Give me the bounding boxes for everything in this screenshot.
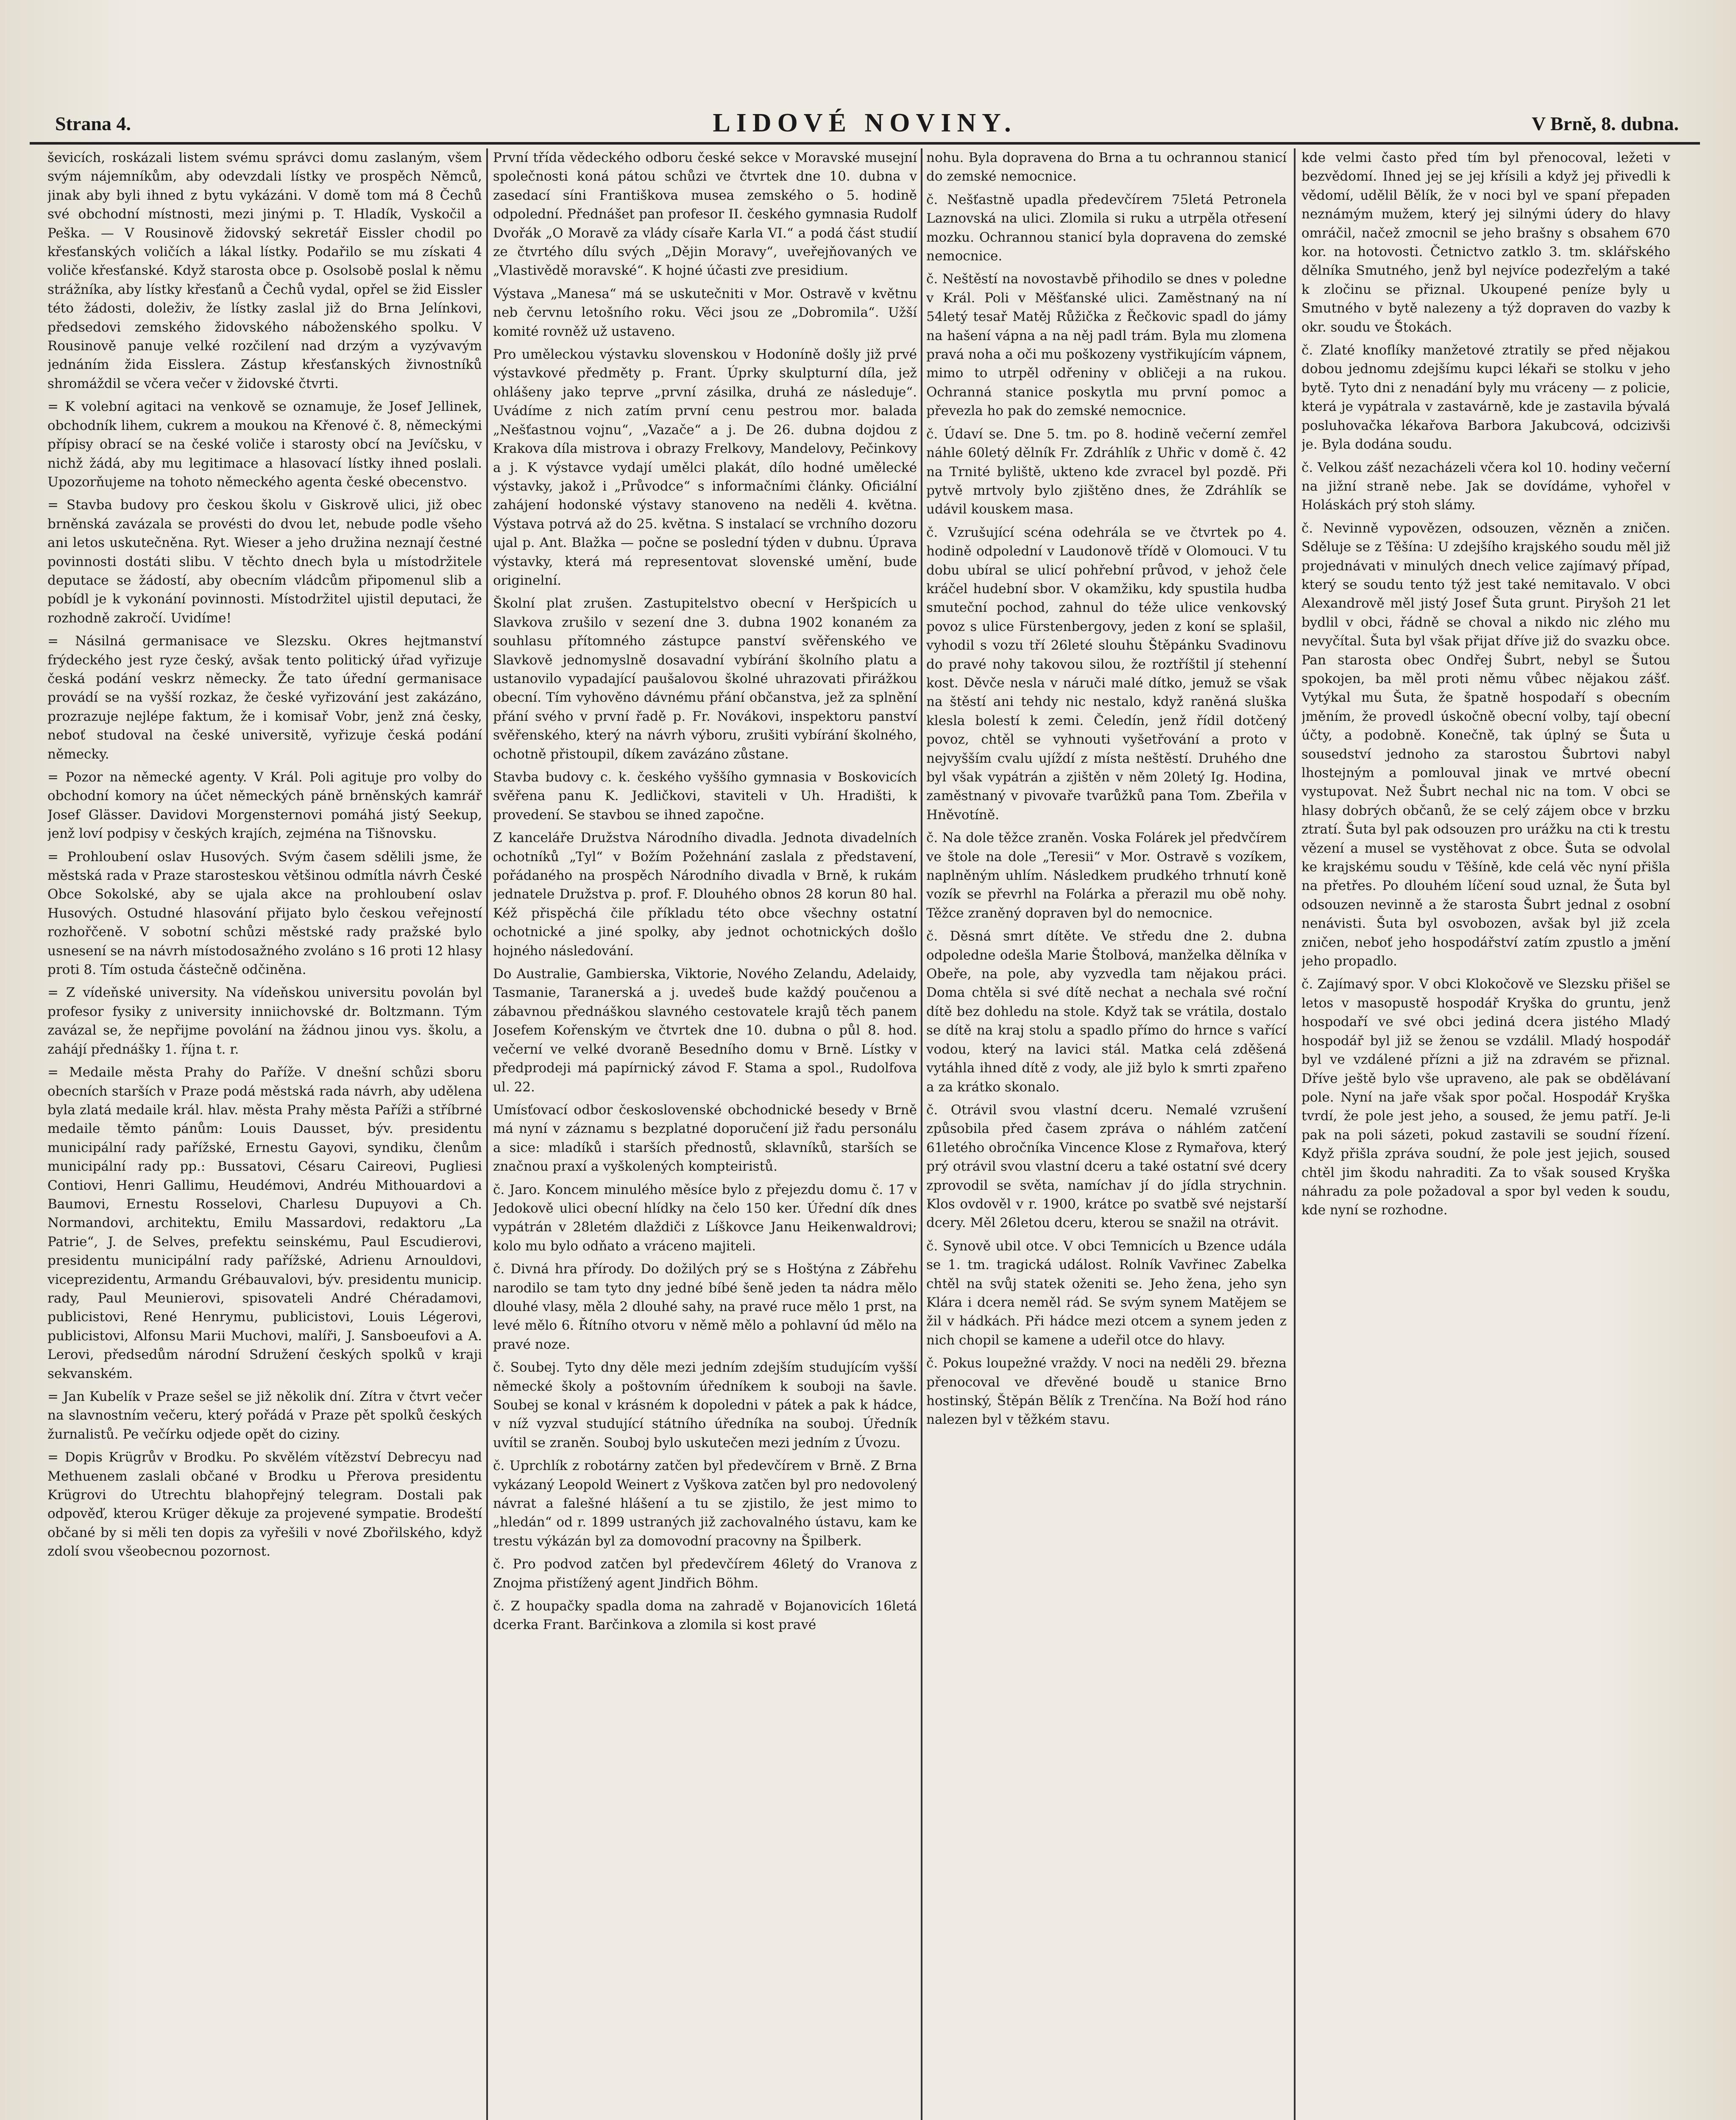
article: Pro uměleckou výstavku slovenskou v Hodoníně došly již prvé výstavkové předměty p. Frant. Úprky skulpturní díla, jež ohlášeny jako teprve „první zásilka, druhá ze následuje“. Uvádíme z nich zatím první cenu pestrou mor. balada „Nešťastnou vojnu“, „Vazače“ a j. De 26. dubna dojdou z Krakova díla mistrova i obrazy Frelkovy, Mandelovy, Pečinkovy a j. K výstavce vydají umělci plakát, dílo hodné umělecké výstavky, jakož i „Průvodce“ s informačními články. Oficiální zahájení hodonské výstavy stanoveno na neděli 4. května. Výstava potrvá až do 25. května. S instalací se vrchního dozoru ujal p. Ant. Blažka — počne se poslední týden v dubnu. Úprava výstavky, která má representovat slovenské umění, bude originelní.: [493, 347, 917, 588]
article: č. Otrávil svou vlastní dceru. Nemalé vzrušení způsobila před časem zpráva o náhlém zatčení 61letého obročníka Vincence Klose z Rymařova, který prý otrávil svou vlastní dceru a také ostatní své dcery zprovodil se světa, namíchav jí do jídla strychnin. Klos ovdověl v r. 1900, krátce po svatbě své nejstarší dcery. Měl 26letou dceru, kterou se snažil na otrávit.: [926, 1102, 1287, 1231]
article: č. Zajímavý spor. V obci Klokočově ve Slezsku přišel se letos v masopustě hospodář Kryška do gruntu, jenž hospodaří ve své obci jediná dcera jistého Mladý hospodář byl již se ženou se vzdálil. Mladý hospodář byl ve vzdálené přízni a již na zdravém se přiznal. Dříve ještě bylo vše upraveno, ale pak se obdělávaní pole. Nyní na jaře však spor počal. Hospodář Kryška tvrdí, že pole jest jeho, a soused, že jemu patří. Je-li pak na poli sázeti, pokud zastavili se soudní řízení. Když přišla zpráva soudní, že pole jest jejich, soused chtěl jim škodu nahraditi. Za to však soused Kryška náhradu za pole požadoval a spor byl veden k soudu, kde nyní se rozhodne.: [1301, 976, 1670, 1218]
article: č. Údaví se. Dne 5. tm. po 8. hodině večerní zemřel náhle 60letý dělník Fr. Zdráhlík z Uhřic v domě č. 42 na Trnité byliště, ukteno kde zvracel byl pozdě. Při pytvě mrtvoly bylo zjištěno dnes, že Zdráhlík se udávil kouskem masa.: [926, 426, 1287, 517]
column-3: [926, 148, 1287, 2120]
article: č. Pro podvod zatčen byl předevčírem 46letý do Vranova z Znojma přistížený agent Jindřich Böhm.: [493, 1557, 917, 1591]
article: č. Soubej. Tyto dny děle mezi jedním zdejším studujícím vyšší německé školy a poštovním úředníkem k souboji na šavle. Soubej se konal v krásném k dopoledni v pátek a pak k hádce, v níž vyzval studující státního úředníka na souboj. Úředník uvítil se zraněn. Souboj bylo uskutečen mezi jedním z Úvozu.: [493, 1360, 917, 1451]
article: č. Zlaté knoflíky manžetové ztratily se před nějakou dobou jednomu zdejšímu kupci lékaři se stolku v jeho bytě. Tyto dni z nenadání byly mu vráceny — z policie, která je vypátrala v zastavárně, kde je zastavila bývalá posluhovačka lékařova Barbora Jakubcová, odcizivši je. Byla dodána soudu.: [1301, 343, 1670, 452]
article: První třída vědeckého odboru české sekce v Moravské musejní společnosti koná pátou schůzi ve čtvrtek dne 10. dubna v zasedací síni Františkova musea zemského o 5. hodině odpolední. Přednášet pan profesor II. českého gymnasia Rudolf Dvořák „O Moravě za vlády císaře Karla VI.“ a podá část studií ze čtvrtého dílu svých „Dějin Moravy“, uveřejňovaných ve „Vlastivědě moravské“. K hojné účasti zve presidium.: [493, 150, 917, 279]
article: č. Velkou zášť nezacházeli včera kol 10. hodiny večerní na jižní straně nebe. Jak se dovídáme, vyhořel v Holáskách prý stoh slámy.: [1301, 460, 1670, 513]
article: kde velmi často před tím byl přenocoval, ležeti v bezvědomí. Ihned jej se jej křísili a když jej přivedli k vědomí, udělil Bělík, že v noci byl ve spaní přepaden neznámým mužem, který jej silnými údery do hlavy omráčil, načež zmocnil se jeho brašny s obsahem 670 kor. na hotovosti. Četnictvo zatklo 3. tm. sklářského dělníka Smutného, jenž byl nejvíce podezřelým a také k zločinu se přiznal. Ukoupené peníze byly u Smutného v bytě nalezeny a týž dopraven do vazby k okr. soudu ve Štokách.: [1301, 150, 1670, 335]
article: = Medaile města Prahy do Paříže. V dnešní schůzi sboru obecních starších v Praze podá městská rada návrh, aby udělena byla zlatá medaile král. hlav. města Prahy města Paříži a stříbrné medaile těmto pánům: Louis Dausset, býv. presidentu municipální rady pařížské, Ernestu Gayovi, syndiku, členům municipální rady pp.: Bussatovi, Césaru Caireovi, Pugliesi Contiovi, Henri Gallimu, Heudémovi, Andréu Mithouardovi a Baumovi, Ernestu Rosselovi, Charlesu Dupuyovi a Ch. Normandovi, architektu, Emilu Massardovi, redaktoru „La Patrie“, J. de Selves, prefektu seinskému, Paul Escudierovi, presidentu municipální rady pařížské, Adrienu Arnouldovi, viceprezidentu, Armandu Grébauvalovi, býv. presidentu municip. rady, Paul Meunierovi, spisovateli André Chéradamovi, publicistovi, René Henrymu, publicistovi, Louis Légerovi, publicistovi, Alfonsu Marii Muchovi, malíři, J. Sansboeufovi a A. Lerovi, předsedům národní Sdružení českých spolků v kraji sekvanském.: [47, 1065, 482, 1381]
article: č. Děsná smrt dítěte. Ve středu dne 2. dubna odpoledne odešla Marie Štolbová, manželka dělníka v Obeře, na pole, aby vyzvedla tam nějakou práci. Doma chtěla si své dítě nechat a nechala své roční dítě bez dohledu na stole. Když tak se vrátila, dostalo se dítě na kraj stolu a spadlo přímo do hrnce s vařící vodou, který na lavici stál. Matka celá zděšená vytáhla ihned dítě z vody, ale již bylo k smrti zpařeno a za krátko skonalo.: [926, 929, 1287, 1095]
article: = Násilná germanisace ve Slezsku. Okres hejtmanství frýdeckého jest ryze český, avšak tento politický úřad vyřizuje česká podání veskrz německy. Že tato úřední germanisace provádí se na vyšší rozkaz, že české vyřizování jest zakázáno, prozrazuje nejlépe faktum, že i komisař Vobr, jenž zná česky, neboť studoval na české universitě, vyřizuje česká podání německy.: [47, 633, 482, 762]
article: č. Divná hra přírody. Do dožilých prý se s Hoštýna z Zábřehu narodilo se tam tyto dny jedné bíbé šeně jeden ta nádra mělo dlouhé vlasy, měla 2 dlouhé sahy, na pravé ruce mělo 1 prst, na levé mělo 6. Řítního otvoru v němě mělo a pohlavní úd mělo na pravé noze.: [493, 1261, 917, 1352]
article: č. Neštěstí na novostavbě přihodilo se dnes v poledne v Král. Poli v Měšťanské ulici. Zaměstnaný na ní 54letý tesař Matěj Růžička z Řečkovic spadl do jámy na hašení vápna a na něj padl trám. Byla mu zlomena pravá noha a oči mu poškozeny vystřikujícím vápnem, mimo to utrpěl odřeniny v obličeji a na rukou. Ochranná stanice poskytla mu první pomoc a převezla ho pak do zemské nemocnice.: [926, 271, 1287, 419]
page-number: Strana 4.: [55, 113, 131, 134]
article: č. Nešťastně upadla předevčírem 75letá Petronela Laznovská na ulici. Zlomila si ruku a utrpěla otřesení mozku. Ochrannou stanicí byla dopravena do zemské nemocnice.: [926, 192, 1287, 264]
article: ševicích, roskázali listem svému správci domu zaslaným, všem svým nájemníkům, aby odevzdali lístky ve prospěch Němců, jinak aby byli ihned z bytu vykázáni. V domě tom má 8 Čechů své obchodní místnosti, mezi jinými p. T. Hladík, Vyskočil a Peška. — V Rousinově židovský sekretář Eissler chodil po křesťanských voličích a lákal lístky. Podařilo se mu získati 4 voliče křesťanské. Když starosta obce p. Osolsobě poslal k němu strážníka, aby lístky křesťanů a Čechů vydal, opřel se žid Eissler této žádosti, doleživ, že lístky zaslal již do Brna Jelínkovi, předsedovi zemského židovského náboženského spolku. V Rousinově panuje velké rozčilení nad drzým a vyzývavým jednáním žida Eisslera. Zástup křesťanských živnostníků shromáždil se včera večer v židovské čtvrti.: [47, 150, 482, 391]
article: = Prohloubení oslav Husových. Svým časem sdělili jsme, že městská rada v Praze starosteskou většinou odmítla návrh České Obce Sokolské, aby se ujala akce na prohloubení oslav Husových. Ostudné hlasování přijato bylo českou veřejností rozhořčeně. V sobotní schůzi městské rady pražské bylo usnesení se na návrh místodosažného zvoláno s 16 proti 12 hlasy proti 8. Tím ostuda částečně odčiněna.: [47, 849, 482, 978]
article: Školní plat zrušen. Zastupitelstvo obecní v Heršpicích u Slavkova zrušilo v sezení dne 3. dubna 1902 konaném za souhlasu přítomného zástupce panství svěřenského ve Slavkově jednomyslně dosavadní vybírání školního platu a ustanovilo vypadající paušalovou školné uhrazovati přirážkou obecní. Tím vyhověno dávnému přání občanstva, jež za splnění přání svého v první řadě p. Fr. Novákovi, inspektoru panství svěřenského, který na návrh výboru, zrušiti vybírání školného, ochotně přistoupil, díkem zavázáno zůstane.: [493, 596, 917, 762]
newspaper-title: LIDOVÉ NOVINY.: [713, 109, 1017, 137]
column-1: [47, 148, 482, 2120]
article: č. Na dole těžce zraněn. Voska Folárek jel předvčírem ve štole na dole „Teresii“ v Mor. Ostravě s vozíkem, naplněným uhlím. Následkem prudkého trhnutí koně vozík se převrhl na Folárka a přerazil mu obě nohy. Těžce zraněný dopraven byl do nemocnice.: [926, 830, 1287, 921]
article: č. Pokus loupežné vraždy. V noci na neděli 29. března přenocoval ve dřevěné boudě u stanice Brno hostinský, Štěpán Bělík z Trenčína. Na Boží hod ráno nalezen byl v těžkém stavu.: [926, 1356, 1287, 1428]
column-2: [493, 148, 917, 2120]
article: č. Nevinně vypovězen, odsouzen, vězněn a zničen. Sděluje se z Těšína: U zdejšího krajského soudu měl již projednávati v minulých dnech velice zajímavý případ, který se soudu tento týž jest také nemitavalo. V obci Alexandrově měl jistý Josef Šuta grunt. Piryšoh 21 let bydlil v obci, řádně se choval a nikdo nic zlého mu nevyčítal. Šuta byl však přijat dříve již do svazku obce. Pan starosta obec Ondřej Šubrt, nebyl se Šutou spokojen, ba měl proti němu vůbec nějakou zášť. Vytýkal mu Šuta, že špatně hospodaří s obecním jměním, že provedl úskočně obecní volby, tají obecní účty, a podobně. Konečně, tak úplný se Šuta u sousedství jednoho za starostou Šubrtovi nabyl lhostejným a pomlouval jinak ve mrtvé obecní vystupovat. Než Šubrt nechal nic na tom. V obci se hlasy dobrých občanů, že se celý zájem obce v brzku ztratí. Šuta byl pak odsouzen pro urážku na cti k trestu vězení a musel se vystěhovat z obce. Šuta se odvolal ke krajskému soudu v Těšíně, kde celá věc nyní přišla na přetřes. Po dlouhém líčení soud uznal, že Šuta byl odsouzen nevinně a že starosta Šubrt jednal z osobní nenávisti. Šuta byl osvobozen, avšak byl již zcela zničen, neboť jeho hospodářství zatím zpustlo a jmění jeho propadlo.: [1301, 520, 1670, 969]
article: = Dopis Krügrův v Brodku. Po skvělém vítězství Debrecyu nad Methuenem zaslali občané v Brodku u Přerova presidentu Krügrovi do Utrechtu blahopřejný telegram. Dostali pak odpověď, kterou Krüger děkuje za projevené sympatie. Brodeští občané by si měli ten dopis za vyřešili v nové Zbořilského, když zdolí svou všeobecnou pozornost.: [47, 1450, 482, 1559]
article: č. Uprchlík z robotárny zatčen byl předevčírem v Brně. Z Brna vykázaný Leopold Weinert z Vyškova zatčen byl pro nedovolený návrat a falešné hlášení a tu se zjistilo, že jest mimo to „hledán“ od r. 1899 ustraných již zachovalného ústavu, kam ke trestu výkázán byl za domovodní pracovny na Špilberk.: [493, 1458, 917, 1549]
article: = Jan Kubelík v Praze sešel se již několik dní. Zítra v čtvrt večer na slavnostním večeru, který pořádá v Praze pět spolků českých žurnalistů. Pe večírku odjede opět do ciziny.: [47, 1389, 482, 1442]
column-rule: [486, 148, 488, 2120]
article: č. Z houpačky spadla doma na zahradě v Bojanovicích 16letá dcerka Frant. Barčinkova a zlomila si kost pravé: [493, 1598, 917, 1633]
article: Do Australie, Gambierska, Viktorie, Nového Zelandu, Adelaidy, Tasmanie, Taranerská a j. uvedeš bude každý poučenou a zábavnou přednáškou slavného cestovatele krajů těch panem Josefem Kořenským ve čtvrtek dne 10. dubna o půl 8. hod. večerní ve velké dvoraně Besedního domu v Brně. Lístky v předprodeji má papírnický závod F. Stama a spol., Rudolfova ul. 22.: [493, 966, 917, 1095]
page-header: [30, 104, 1700, 145]
article: č. Vzrušující scéna odehrála se ve čtvrtek po 4. hodině odpolední v Laudonově třídě v Olomouci. V tu dobu ubíral se ulicí pohřební průvod, v jehož čele kráčel hudební sbor. V okamžiku, kdy spustila hudba smuteční pochod, zahnul do téže ulice venkovský povoz s ulice Fürstenbergovy, jeden z koní se splašil, vyhodil s vozu tří 26leté slouhu Štěpánku Svadinovu do pravé nohy takovou silou, že roztříštil jí stehenní kost. Děvče nesla v náruči malé dítko, jemuž se však na štěstí ani tehdy nic nestalo, když raněná sluška klesla bolestí k zemi. Čeledín, jenž řídil dotčený povoz, chtěl se vyhnouti vyšetřování a proto v nejvyšším cvalu ujíždí z místa neštěstí. Druhého dne byl však vypátrán a zjištěn v něm 20letý Ig. Hodina, zaměstnaný v pivovaře tvarůžků pana Tom. Zbeřila v Hněvotíně.: [926, 524, 1287, 823]
article: Z kanceláře Družstva Národního divadla. Jednota divadelních ochotníků „Tyl“ v Božím Požehnání zaslala z představení, pořádaného na prospěch Národního divadla v Brně, k rukám jednatele Družstva p. prof. F. Dlouhého obnos 28 korun 80 hal. Kéž přispěchá čile příkladu této obce všechny ostatní ochotnické a jiné spolky, aby jednot ochotnických došlo hojného následování.: [493, 830, 917, 959]
article: = Stavba budovy pro českou školu v Giskrově ulici, již obec brněnská zavázala se provésti do dvou let, nebude podle všeho ani letos uskutečněna. Ryt. Wieser a jeho družina neznají čestné povinnosti dostáti slibu. V těchto dnech byla u místodržitele deputace se žádostí, aby obecním vládcům připomenul slib a pobídl je k vykonání povinnosti. Místodržitel ujistil deputaci, že rozhodně zakročí. Uvidíme!: [47, 497, 482, 626]
column-rule: [921, 148, 922, 2120]
column-4: [1301, 148, 1670, 2120]
article: Výstava „Manesa“ má se uskutečniti v Mor. Ostravě v květnu neb červnu letošního roku. Věci jsou ze „Dobromila“. Užší komité rovněž už ustaveno.: [493, 286, 917, 339]
article: = Pozor na německé agenty. V Král. Poli agituje pro volby do obchodní komory na účet německých páně brněnských kamrář Josef Glässer. Davidovi Morgensternovi pomáhá jistý Seekup, jenž loví podpisy v českých krajích, zejména na Tišnovsku.: [47, 770, 482, 842]
article: č. Synově ubil otce. V obci Temnicích u Bzence udála se 1. tm. tragická událost. Rolník Vavřinec Zabelka chtěl na svůj statek oženiti se. Jeho žena, jeho syn Klára i dcera neměl rád. Se svým synem Matějem se žil v hádkách. Při hádce mezi otcem a synem jeden z nich chopil se kamene a udeřil otce do hlavy.: [926, 1238, 1287, 1348]
article: č. Jaro. Koncem minulého měsíce bylo z přejezdu domu č. 17 v Jedokově ulici obecní hlídky na čelo 150 ker. Úřední dík dnes vypátrán v 28letém dlaždiči z Líškovce Janu Heikenwaldrovi; kolo mu bylo odňato a vráceno majiteli.: [493, 1182, 917, 1254]
place-date: V Brně, 8. dubna.: [1532, 113, 1679, 134]
article: Stavba budovy c. k. českého vyššího gymnasia v Boskovicích svěřena panu K. Jedličkovi, staviteli v Uh. Hradišti, k provedení. Se stavbou se ihned započne.: [493, 770, 917, 823]
article: = Z vídeňské university. Na vídeňskou universitu povolán byl profesor fysiky z university inniichovské dr. Boltzmann. Tým zavázal se, že nepřijme povolání na žádnou jinou vys. školu, a zahájí přednášky 1. října t. r.: [47, 985, 482, 1057]
article: Umísťovací odbor československé obchodnické besedy v Brně má nyní v záznamu s bezplatné doporučení již řadu personálu a sice: mladíků i starších přednostů, sklavníků, starších se značnou praxí a vyškolených kompteiristů.: [493, 1102, 917, 1174]
article: nohu. Byla dopravena do Brna a tu ochrannou stanicí do zemské nemocnice.: [926, 150, 1287, 184]
column-rule: [1294, 148, 1296, 2120]
article: = K volební agitaci na venkově se oznamuje, že Josef Jellinek, obchodník lihem, cukrem a moukou na Křenové č. 8, německými přípisy obrací se na české voliče i starosty obcí na Jevíčsku, v nichž žádá, aby mu legitimace a hlasovací lístky ihned poslali. Upozorňujeme na tohoto německého agenta české obecenstvo.: [47, 399, 482, 490]
